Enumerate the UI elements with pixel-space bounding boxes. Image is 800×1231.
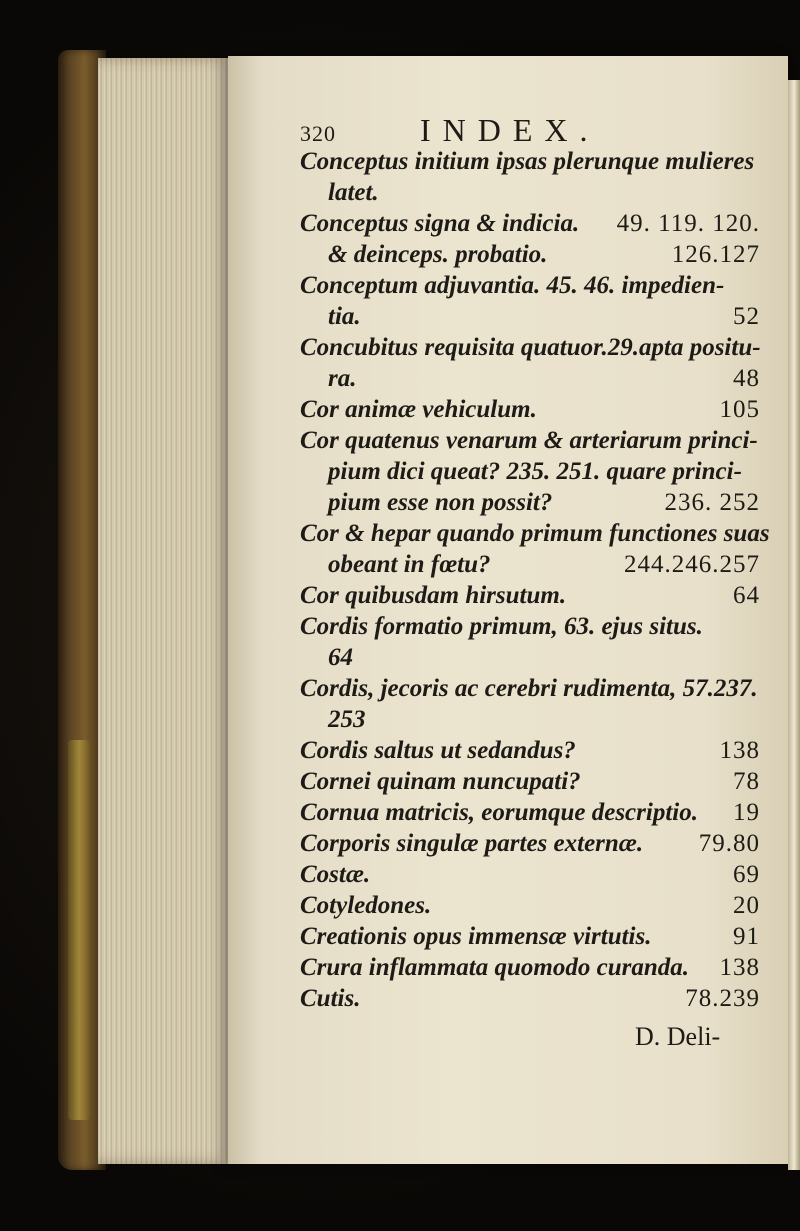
entry-text: Cor quibusdam hirsutum.	[300, 582, 567, 609]
entry-line	[300, 828, 760, 859]
entry-text: Conceptus signa & indicia.	[300, 210, 580, 237]
index-entry	[300, 518, 770, 580]
gilt-edge	[68, 740, 90, 1120]
entry-pages: 52	[733, 303, 760, 330]
entry-line	[300, 394, 760, 425]
index-entry	[300, 487, 770, 518]
index-entry	[300, 766, 770, 797]
entry-line	[300, 239, 760, 270]
entry-line	[300, 518, 770, 549]
entry-line	[300, 952, 760, 983]
entry-line	[300, 704, 760, 735]
entry-pages: 91	[733, 923, 760, 950]
index-entry	[300, 425, 770, 487]
entry-line	[300, 673, 760, 704]
entry-text: pium esse non possit?	[328, 489, 553, 516]
entry-line	[300, 580, 760, 611]
page-title: INDEX.	[420, 112, 600, 148]
entry-text: Cordis formatio primum, 63. ejus situs.	[300, 613, 703, 640]
entry-pages: 49. 119. 120.	[616, 210, 760, 237]
entry-line	[300, 177, 760, 208]
entry-line	[300, 270, 760, 301]
entry-text: Cornua matricis, eorumque descriptio.	[300, 799, 698, 826]
entry-text: tia.	[328, 303, 361, 330]
entry-line	[300, 363, 760, 394]
index-entry	[300, 859, 770, 890]
entry-pages: 64	[733, 582, 760, 609]
entry-line	[300, 549, 760, 580]
index-entry	[300, 394, 770, 425]
index-entry	[300, 828, 770, 859]
page-edge	[788, 80, 800, 1170]
page-number: 320	[300, 121, 336, 146]
entry-line	[300, 146, 760, 177]
entry-pages: 138	[719, 954, 760, 981]
entry-text: 64	[328, 644, 353, 671]
entry-text: Corporis singulæ partes externæ.	[300, 830, 644, 857]
entry-pages: 138	[719, 737, 760, 764]
entry-text: Concubitus requisita quatuor.29.apta positu-	[300, 334, 761, 361]
entry-text: Creationis opus immensæ virtutis.	[300, 923, 652, 950]
entry-text: Cor quatenus venarum & arteriarum princi-	[300, 427, 758, 454]
index-entry	[300, 890, 770, 921]
entry-line	[300, 425, 760, 456]
entry-line	[300, 487, 760, 518]
entry-pages: 20	[733, 892, 760, 919]
entry-line	[300, 301, 760, 332]
index-entry	[300, 735, 770, 766]
index-entries	[300, 146, 770, 1014]
entry-line	[300, 859, 760, 890]
entry-line	[300, 766, 760, 797]
entry-pages: 79.80	[698, 830, 760, 857]
entry-pages: 126.127	[671, 241, 760, 268]
index-entry	[300, 146, 770, 208]
entry-text: Conceptus initium ipsas plerunque mulieres	[300, 148, 755, 175]
entry-text: Cotyledones.	[300, 892, 432, 919]
entry-pages: 69	[733, 861, 760, 888]
entry-line	[300, 332, 760, 363]
entry-text: Cor & hepar quando primum functiones suas	[300, 520, 770, 547]
entry-line	[300, 735, 760, 766]
entry-line	[300, 208, 760, 239]
index-entry	[300, 983, 770, 1014]
index-entry	[300, 270, 770, 332]
index-entry	[300, 952, 770, 983]
entry-text: Costæ.	[300, 861, 371, 888]
entry-pages: 105	[719, 396, 760, 423]
index-entry	[300, 580, 770, 611]
entry-text: Cutis.	[300, 985, 361, 1012]
entry-pages: 19	[733, 799, 760, 826]
entry-line	[300, 456, 760, 487]
entry-line	[300, 921, 760, 952]
index-entry	[300, 673, 770, 735]
entry-pages: 236. 252	[664, 489, 760, 516]
catchword: D. Deli-	[635, 1022, 721, 1051]
index-entry	[300, 611, 770, 673]
entry-text: Cor animæ vehiculum.	[300, 396, 537, 423]
index-entry	[300, 797, 770, 828]
entry-line	[300, 890, 760, 921]
entry-line	[300, 797, 760, 828]
entry-text: Cornei quinam nuncupati?	[300, 768, 581, 795]
index-text	[300, 112, 770, 1014]
entry-line	[300, 983, 760, 1014]
page-header	[300, 112, 770, 148]
entry-line	[300, 611, 760, 642]
index-entry	[300, 208, 770, 270]
entry-pages: 244.246.257	[624, 551, 760, 578]
entry-text: Conceptum adjuvantia. 45. 46. impedien-	[300, 272, 725, 299]
entry-text: 253	[328, 706, 366, 733]
entry-pages: 78.239	[685, 985, 760, 1012]
page-stack	[98, 58, 248, 1164]
entry-pages: 78	[733, 768, 760, 795]
index-entry	[300, 332, 770, 394]
entry-text: obeant in fœtu?	[328, 551, 491, 578]
entry-text: & deinceps. probatio.	[328, 241, 548, 268]
entry-pages: 48	[733, 365, 760, 392]
index-entry	[300, 921, 770, 952]
entry-text: pium dici queat? 235. 251. quare princi-	[328, 458, 742, 485]
entry-text: Cordis saltus ut sedandus?	[300, 737, 576, 764]
entry-text: Cordis, jecoris ac cerebri rudimenta, 57.237.	[300, 675, 758, 702]
entry-text: latet.	[328, 179, 379, 206]
entry-line	[300, 642, 760, 673]
entry-text: ra.	[328, 365, 357, 392]
entry-text: Crura inflammata quomodo curanda.	[300, 954, 689, 981]
